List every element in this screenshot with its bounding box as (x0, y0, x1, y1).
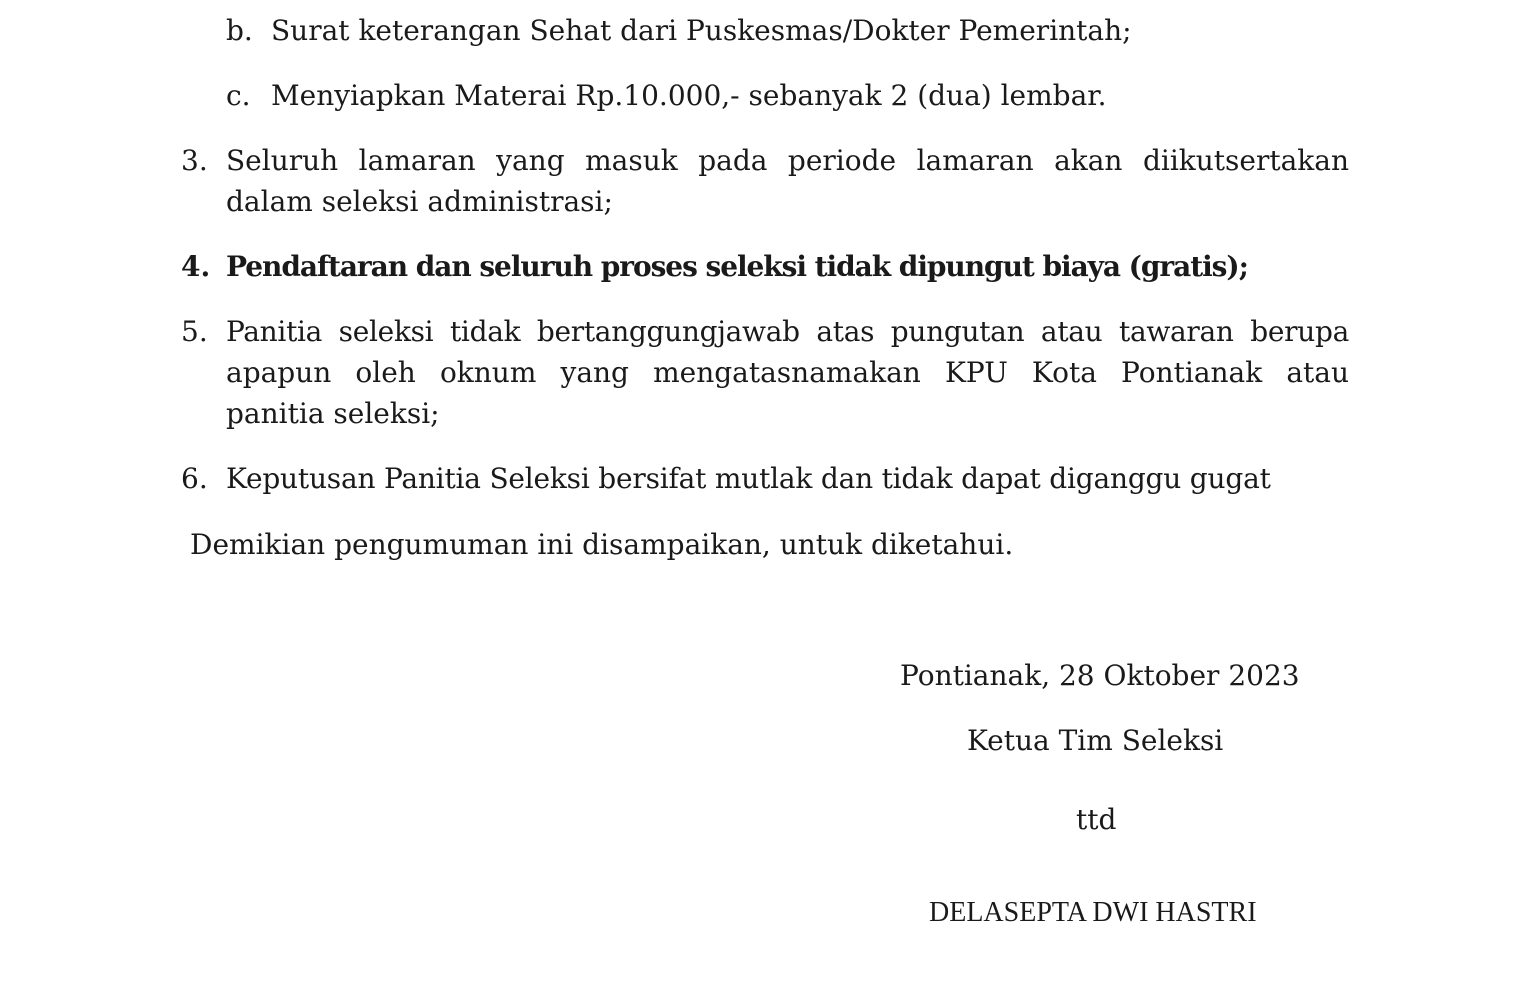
item-4-text: Pendaftaran dan seluruh proses seleksi tidak dipungut biaya (gratis); (226, 250, 1248, 283)
sub-item-letter: c. (226, 79, 251, 112)
sub-item-b-text: Surat keterangan Sehat dari Puskesmas/Dokter Pemerintah; (271, 14, 1132, 47)
item-6-text: Keputusan Panitia Seleksi bersifat mutlak dan tidak dapat diganggu gugat (226, 462, 1271, 495)
item-3-number: 3. (181, 144, 208, 177)
item-6-number: 6. (181, 462, 208, 495)
sub-item-letter: b. (226, 14, 253, 47)
sub-item-b (226, 10, 253, 51)
closing-sentence: Demikian pengumuman ini disampaikan, untuk diketahui. (190, 528, 1014, 561)
item-3-text-2: dalam seleksi administrasi; (226, 185, 613, 218)
sub-item-c (226, 75, 251, 116)
place-date: Pontianak, 28 Oktober 2023 (900, 659, 1300, 692)
signature-ttd: ttd (1076, 803, 1117, 836)
item-5-number: 5. (181, 315, 208, 348)
item-5-text-1: Panitia seleksi tidak bertanggungjawab atas pungutan atau tawaran berupa (226, 315, 1349, 348)
item-3-text-1: Seluruh lamaran yang masuk pada periode lamaran akan diikutsertakan (226, 144, 1349, 177)
item-4-number: 4. (181, 250, 211, 283)
item-5-text-3: panitia seleksi; (226, 397, 440, 430)
signer-position: Ketua Tim Seleksi (967, 724, 1224, 757)
sub-item-c-text: Menyiapkan Materai Rp.10.000,- sebanyak 2 (dua) lembar. (271, 79, 1107, 112)
item-5-text-2: apapun oleh oknum yang mengatasnamakan KPU Kota Pontianak atau (226, 356, 1349, 389)
signer-name: DELASEPTA DWI HASTRI (929, 897, 1257, 928)
